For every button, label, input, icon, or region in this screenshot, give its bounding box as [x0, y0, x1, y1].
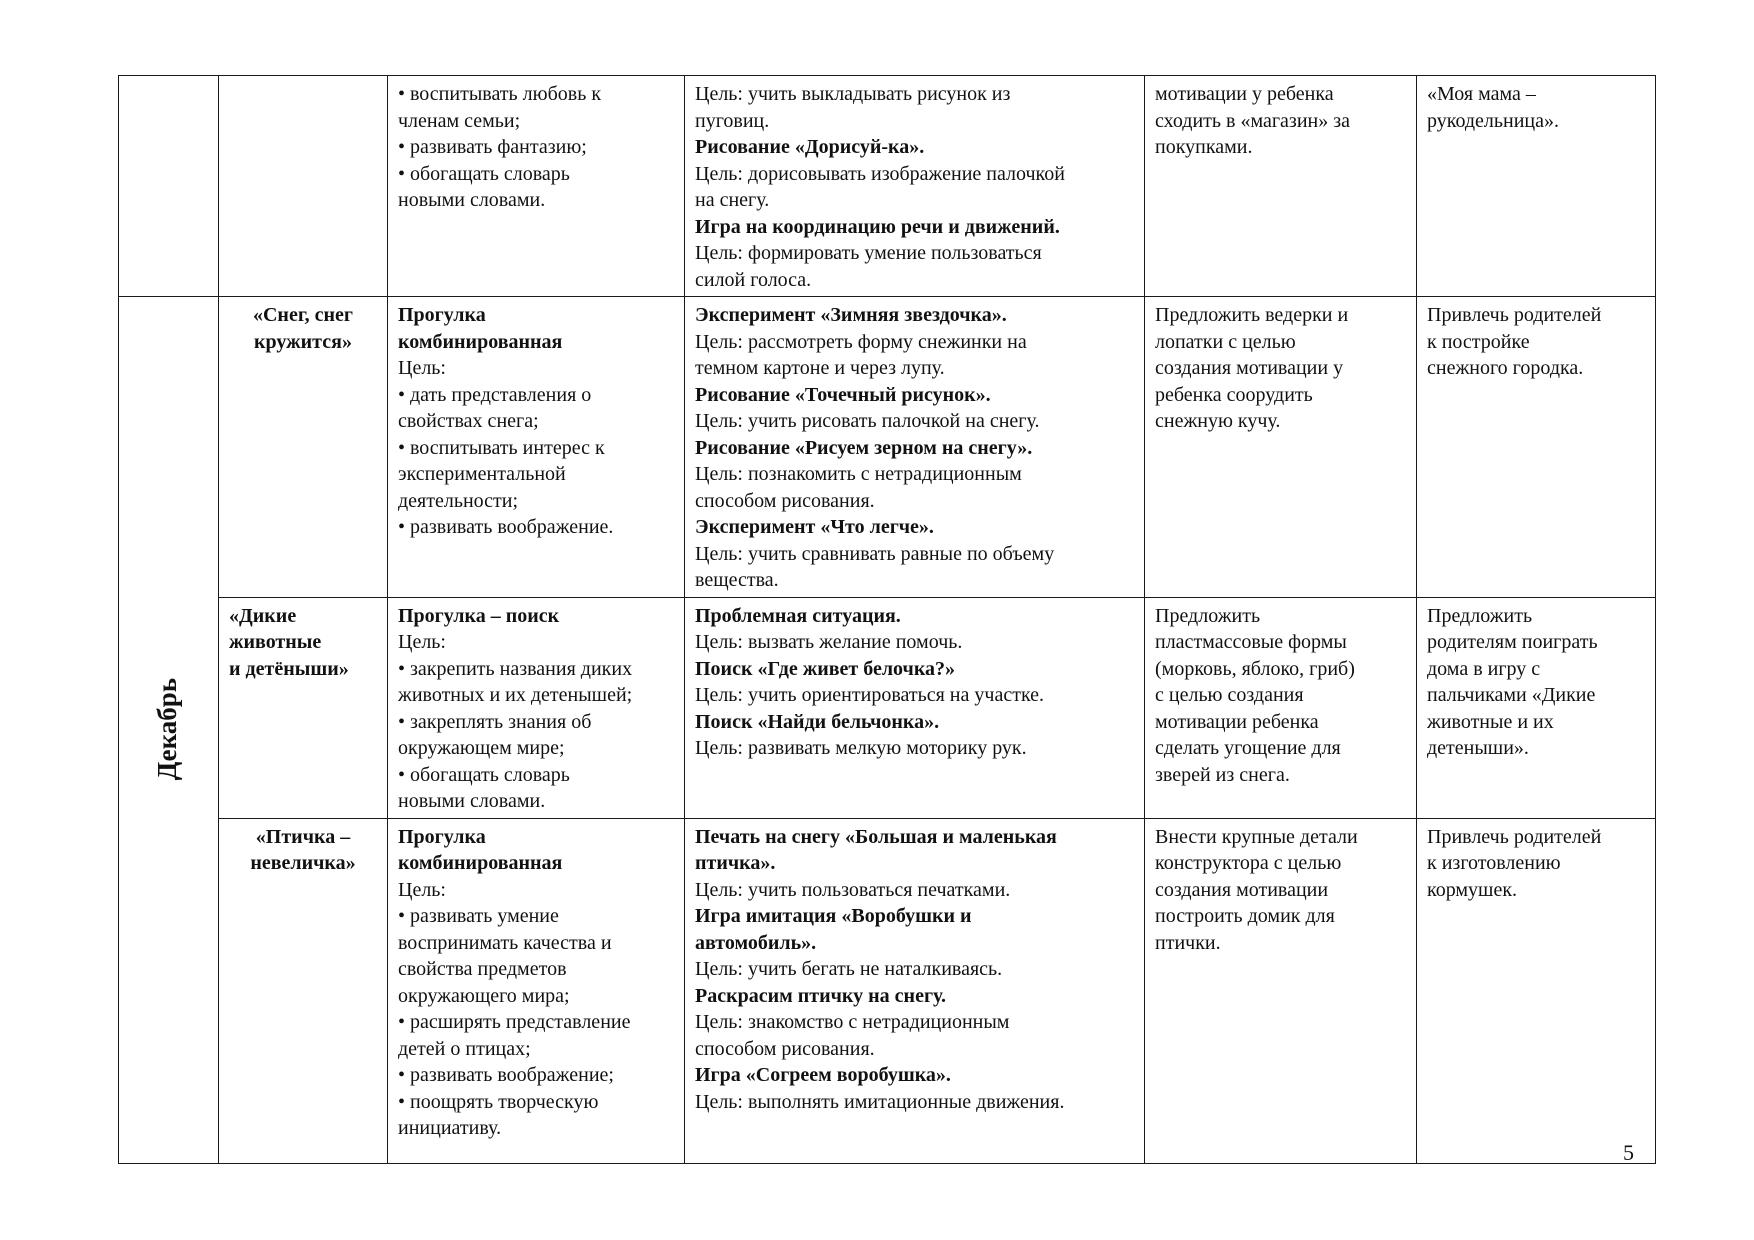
cell-line: мотивации у ребенка [1155, 83, 1334, 105]
cell-line: «Моя мама – [1427, 83, 1536, 105]
cell-line: Цель: [398, 357, 446, 379]
cell-line: создания мотивации у [1155, 357, 1344, 379]
cell-line: животных и их детенышей; [398, 684, 633, 706]
cell-line: воспринимать качества и [398, 931, 612, 954]
cell-line: пластмассовые формы [1155, 631, 1347, 653]
cell-line: на снегу. [695, 189, 770, 211]
cell-line: детей о птицах; [398, 1037, 531, 1060]
environment-cell [1145, 76, 1417, 297]
cell-line: вещества. [695, 569, 779, 591]
activity-heading: птичка». [695, 852, 776, 874]
cell-line: Цель: учить бегать не наталкиваясь. [695, 958, 1003, 980]
cell-line: кормушек. [1427, 878, 1518, 901]
activities-cell [685, 818, 1145, 1163]
cell-line: Привлечь родителей [1427, 304, 1602, 326]
activity-heading: комбинированная [398, 852, 563, 874]
activities-cell [685, 297, 1145, 598]
cell-line: животные [229, 631, 322, 653]
cell-line: к изготовлению [1427, 852, 1561, 874]
cell-line: животные и их [1427, 710, 1554, 733]
cell-line: деятельности; [398, 489, 519, 512]
cell-line: сделать угощение для [1155, 737, 1341, 759]
activity-heading: Эксперимент «Что легче». [695, 516, 934, 538]
cell-line: «Птичка – [255, 825, 351, 848]
parents-cell [1417, 597, 1656, 818]
parents-cell [1417, 818, 1656, 1163]
cell-line: мотивации ребенка [1155, 710, 1319, 733]
cell-line: • поощрять творческую [398, 1090, 599, 1113]
walk-cell [388, 818, 685, 1163]
table-row [119, 818, 1656, 1163]
cell-line: Цель: знакомство с нетрадиционным [695, 1011, 1010, 1033]
cell-line: • развивать умение [398, 905, 559, 927]
cell-line: Цель: формировать умение пользоваться [695, 242, 1042, 264]
page-number: 5 [1623, 1140, 1634, 1165]
cell-line: экспериментальной [398, 463, 566, 485]
environment-cell [1145, 818, 1417, 1163]
activity-heading: Рисование «Дорисуй-ка». [695, 136, 925, 158]
cell-line: • развивать фантазию; [398, 136, 587, 158]
cell-line: Цель: учить выкладывать рисунок из [695, 83, 1011, 105]
cell-line: (морковь, яблоко, гриб) [1155, 657, 1355, 680]
cell-line: • расширять представление [398, 1011, 631, 1033]
cell-line: Цель: выполнять имитационные движения. [695, 1090, 1065, 1113]
activity-heading: Поиск «Где живет белочка?» [695, 657, 956, 680]
cell-line: с целью создания [1155, 684, 1304, 706]
cell-line: новыми словами. [398, 189, 546, 211]
cell-line: к постройке [1427, 330, 1530, 353]
table-row [119, 597, 1656, 818]
cell-line: Цель: учить ориентироваться на участке. [695, 684, 1045, 706]
cell-line: Предложить [1155, 604, 1261, 627]
cell-line: способом рисования. [695, 489, 875, 512]
table-row [119, 76, 1656, 297]
theme-cell [219, 76, 388, 297]
goals-cell [388, 76, 685, 297]
cell-line: построить домик для [1155, 905, 1335, 927]
cell-line: дома в игру с [1427, 657, 1541, 680]
cell-line: птички. [1155, 931, 1221, 954]
activity-heading: Игра имитация «Воробушки и [695, 905, 972, 927]
activity-heading: Прогулка [398, 825, 486, 848]
cell-line: • закреплять знания об [398, 710, 592, 733]
cell-line: Цель: учить рисовать палочкой на снегу. [695, 410, 1040, 432]
cell-line: пальчиками «Дикие [1427, 684, 1596, 706]
cell-line: создания мотивации [1155, 878, 1329, 901]
activity-heading: Игра на координацию речи и движений. [695, 215, 1060, 238]
month-cell [119, 297, 219, 1164]
cell-line: родителям поиграть [1427, 631, 1598, 653]
environment-cell [1145, 597, 1417, 818]
environment-cell [1145, 297, 1417, 598]
cell-line: Цель: дорисовывать изображение палочкой [695, 162, 1065, 185]
month-label: Декабрь [151, 677, 182, 780]
cell-line: «Дикие [229, 604, 297, 627]
cell-line: • закрепить названия диких [398, 657, 633, 680]
cell-line: снежную кучу. [1155, 410, 1281, 432]
month-cell-empty [119, 76, 219, 297]
cell-line: окружающего мира; [398, 984, 570, 1007]
cell-line: • воспитывать интерес к [398, 436, 605, 459]
cell-line: Внести крупные детали [1155, 825, 1358, 848]
cell-line: свойства предметов [398, 958, 567, 980]
cell-line: лопатки с целью [1155, 330, 1296, 353]
activity-heading: Прогулка – поиск [398, 604, 560, 627]
cell-line: невеличка» [250, 852, 356, 874]
cell-line: • обогащать словарь [398, 162, 570, 185]
walk-cell [388, 297, 685, 598]
activity-heading: Печать на снегу «Большая и маленькая [695, 825, 1057, 848]
cell-line: снежного городка. [1427, 357, 1584, 379]
activity-heading: Рисование «Рисуем зерном на снегу». [695, 436, 1033, 459]
cell-line: • воспитывать любовь к [398, 83, 602, 105]
cell-line: пуговиц. [695, 109, 770, 132]
activities-cell [685, 597, 1145, 818]
cell-line: членам семьи; [398, 109, 521, 132]
cell-line: инициативу. [398, 1117, 502, 1139]
cell-line: и детёныши» [229, 657, 349, 680]
cell-line: Предложить ведерки и [1155, 304, 1349, 326]
cell-line: кружится» [254, 330, 352, 353]
cell-line: способом рисования. [695, 1037, 875, 1060]
cell-line: детеныши». [1427, 737, 1529, 759]
cell-line: Цель: [398, 878, 446, 901]
theme-cell [219, 818, 388, 1163]
cell-line: сходить в «магазин» за [1155, 109, 1351, 132]
activity-heading: Игра «Согреем воробушка». [695, 1064, 951, 1086]
cell-line: силой голоса. [695, 268, 812, 291]
activity-heading: Прогулка [398, 304, 486, 326]
cell-line: • дать представления о [398, 383, 592, 406]
cell-line: окружающем мире; [398, 737, 565, 759]
table-row [119, 297, 1656, 598]
activity-heading: Проблемная ситуация. [695, 604, 901, 627]
activity-heading: Раскрасим птичку на снегу. [695, 984, 947, 1007]
cell-line: покупками. [1155, 136, 1253, 158]
cell-line: Цель: [398, 631, 446, 653]
activity-heading: Рисование «Точечный рисунок». [695, 383, 991, 406]
activities-cell [685, 76, 1145, 297]
activity-heading: Эксперимент «Зимняя звездочка». [695, 304, 1007, 326]
cell-line: темном картоне и через лупу. [695, 357, 945, 379]
cell-line: «Снег, снег [252, 304, 354, 326]
cell-line: Цель: учить сравнивать равные по объему [695, 542, 1055, 565]
parents-cell [1417, 76, 1656, 297]
theme-cell [219, 597, 388, 818]
cell-line: свойствах снега; [398, 410, 539, 432]
theme-cell [219, 297, 388, 598]
cell-line: Предложить [1427, 604, 1533, 627]
cell-line: ребенка соорудить [1155, 383, 1313, 406]
activity-heading: автомобиль». [695, 931, 817, 954]
cell-line: Привлечь родителей [1427, 825, 1602, 848]
cell-line: Цель: рассмотреть форму снежинки на [695, 330, 1027, 353]
cell-line: Цель: вызвать желание помочь. [695, 631, 963, 653]
cell-line: Цель: развивать мелкую моторику рук. [695, 737, 1027, 759]
cell-line: конструктора с целью [1155, 852, 1342, 874]
cell-line: зверей из снега. [1155, 763, 1290, 786]
cell-line: • развивать воображение. [398, 516, 614, 538]
plan-table [118, 75, 1656, 1164]
cell-line: Цель: познакомить с нетрадиционным [695, 463, 1022, 485]
cell-line: • обогащать словарь [398, 763, 570, 786]
cell-line: Цель: учить пользоваться печатками. [695, 878, 1011, 901]
activity-heading: комбинированная [398, 330, 563, 353]
walk-cell [388, 597, 685, 818]
cell-line: новыми словами. [398, 790, 546, 812]
cell-line: рукодельница». [1427, 109, 1560, 132]
activity-heading: Поиск «Найди бельчонка». [695, 710, 940, 733]
cell-line: • развивать воображение; [398, 1064, 614, 1086]
parents-cell [1417, 297, 1656, 598]
